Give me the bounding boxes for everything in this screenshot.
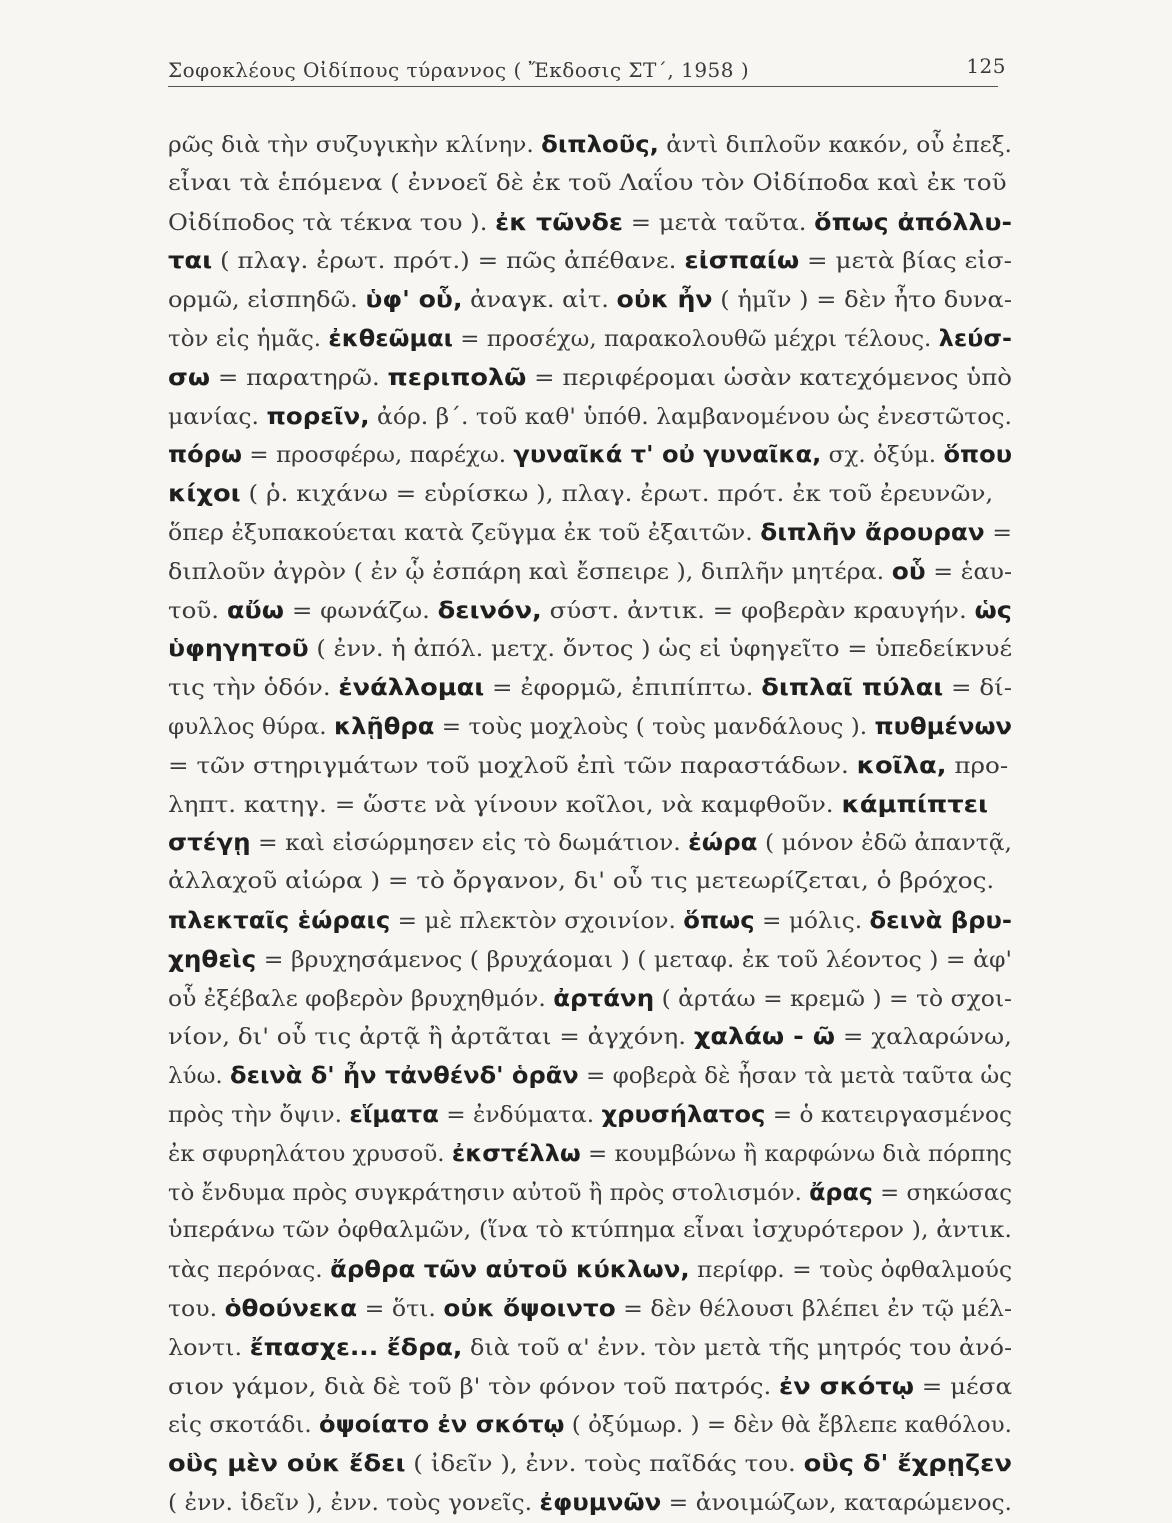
- gloss-text: ρῶς διὰ τὴν συζυγικὴν κλίνην.: [168, 133, 542, 158]
- gloss-text: σιον γάμον, διὰ δὲ τοῦ β' τὸν φόνον τοῦ πατρός.: [168, 1374, 780, 1400]
- gloss-text: = ἀνοιμώζων, καταρώμενος.: [661, 1490, 1012, 1516]
- gloss-text: = φοβερὰ δὲ ἦσαν τὰ μετὰ ταῦτα ὡς: [578, 1064, 1012, 1090]
- headword: ὑφ' οὗ,: [365, 287, 463, 314]
- gloss-text: = μέσα: [914, 1374, 1012, 1400]
- running-title: Σοφοκλέους Οἰδίπους τύραννος ( Ἔκδοσις ΣΤ΄, 1958 ): [168, 58, 750, 82]
- headword: γυναῖκά τ' οὐ γυναῖκα,: [513, 442, 822, 469]
- headword: οὓς μὲν οὐκ ἔδει: [168, 1451, 406, 1478]
- gloss-text: ( ἀρτάω = κρεμῶ ) = τὸ σχοι-: [654, 986, 1012, 1012]
- gloss-text: ( μόνον ἐδῶ ἀπαντᾷ,: [757, 831, 1012, 857]
- gloss-text: = τοὺς μοχλοὺς ( τοὺς μανδάλους ).: [434, 714, 875, 740]
- gloss-text: = μετὰ βίας εἰσ-: [799, 249, 1012, 275]
- headword: ἐκθεῶμαι: [328, 325, 453, 352]
- headword: ἐν σκότῳ: [779, 1373, 915, 1400]
- gloss-text: ἀντὶ διπλοῦν κακόν, οὗ ἐπεξ.: [658, 133, 1012, 158]
- gloss-text: ( ἰδεῖν ), ἐνν. τοὺς παῖδάς του.: [405, 1452, 804, 1478]
- headword: ἐκστέλλω: [451, 1140, 581, 1167]
- gloss-text: σύστ. ἀντικ. = φοβερὰν κραυγήν.: [541, 598, 975, 624]
- gloss-text: ὑπεράνω τῶν ὀφθαλμῶν, (ἵνα τὸ κτύπημα εἶναι ἰσχυρότερον ), ἀντικ.: [168, 1218, 1012, 1244]
- headword: χρυσήλατος: [601, 1101, 766, 1128]
- text-line: [168, 204, 1012, 243]
- text-line: [168, 1445, 1012, 1484]
- headword: κοῖλα,: [856, 752, 947, 779]
- text-line: [168, 1329, 1012, 1368]
- gloss-text: ( ὀξύμωρ. ) = δὲν θὰ ἔβλεπε καθόλου.: [564, 1413, 1012, 1439]
- gloss-text: ( ἐνν. ἡ ἀπόλ. μετχ. ὄντος ) ὡς εἰ ὑφηγεῖτο = ὑπεδείκνυέ: [308, 637, 1012, 663]
- text-line: [168, 475, 1012, 514]
- gloss-text: = ἐνδύματα.: [438, 1102, 602, 1128]
- gloss-text: = προσφέρω, παρέχω.: [241, 443, 514, 469]
- gloss-text: = προσέχω, παρακολουθῶ μέχρι τέλους.: [452, 326, 939, 352]
- text-line: [168, 320, 1012, 359]
- headword: οὐκ ὄψοιντο: [443, 1295, 616, 1322]
- text-line: [168, 1018, 1012, 1057]
- gloss-text: ορμῶ, εἰσπηδῶ.: [168, 288, 366, 314]
- text-line: [168, 1368, 1012, 1407]
- text-line: [168, 1174, 1012, 1213]
- gloss-text: = δὲν θέλουσι βλέπει ἐν τῷ μέλ-: [615, 1296, 1012, 1322]
- gloss-text: = ἐφορμῶ, ἐπιπίπτω.: [484, 676, 762, 702]
- headword: ἄρας: [809, 1179, 873, 1206]
- gloss-text: εἶναι τὰ ἑπόμενα ( ἐννοεῖ δὲ ἐκ τοῦ Λαΐου τὸν Οἰδίποδα καὶ ἐκ τοῦ: [168, 170, 1007, 196]
- text-line: [168, 281, 1012, 320]
- headword: ἄρθρα τῶν αὐτοῦ κύκλων,: [330, 1257, 690, 1284]
- gloss-text: Οἰδίποδος τὰ τέκνα του ).: [168, 210, 496, 236]
- text-line: [168, 592, 1012, 631]
- text-line: [168, 669, 1012, 708]
- gloss-text: = δί-: [943, 676, 1012, 702]
- text-line: [168, 126, 1012, 165]
- gloss-text: εἰς σκοτάδι.: [168, 1413, 320, 1439]
- headword: ἀρτάνη: [553, 985, 655, 1012]
- gloss-text: λύω.: [168, 1064, 231, 1090]
- text-line: [168, 1212, 1012, 1251]
- text-line: [168, 1057, 1012, 1096]
- gloss-text: ἀλλαχοῦ αἰώρα ) = τὸ ὄργανον, δι' οὗ τις μετεωρίζεται, ὁ βρόχος.: [168, 869, 995, 895]
- gloss-text: πρὸς τὴν ὄψιν.: [168, 1102, 350, 1128]
- text-line: [168, 630, 1012, 669]
- gloss-text: ( πλαγ. ἐρωτ. πρότ.) = πῶς ἀπέθανε.: [212, 249, 685, 275]
- text-line: [168, 514, 1012, 553]
- gloss-text: νίον, δι' οὗ τις ἀρτᾷ ἢ ἀρτᾶται = ἀγχόνη.: [168, 1025, 694, 1051]
- gloss-text: λοντι.: [168, 1335, 250, 1361]
- headword: πλεκταῖς ἑώραις: [168, 907, 391, 934]
- running-header: [168, 50, 1010, 84]
- gloss-text: διὰ τοῦ α' ἐνν. τὸν μετὰ τῆς μητρός του ἀνό-: [462, 1335, 1012, 1361]
- text-line: [168, 359, 1012, 398]
- gloss-text: = μὲ πλεκτὸν σχοινίον.: [390, 908, 684, 934]
- headword: πορεῖν,: [266, 403, 370, 430]
- text-line: [168, 786, 1012, 825]
- gloss-text: ( ἡμῖν ) = δὲν ἦτο δυνα-: [712, 288, 1012, 314]
- headword: ὅπου: [943, 442, 1012, 469]
- gloss-text: = βρυχησάμενος ( βρυχάομαι ) ( μεταφ. ἐκ τοῦ λέοντος ) = ἀφ': [256, 947, 1012, 973]
- gloss-text: μανίας.: [168, 404, 267, 430]
- headword: εἵματα: [349, 1101, 439, 1128]
- gloss-text: διπλοῦν ἀγρὸν ( ἐν ᾧ ἐσπάρη καὶ ἔσπειρε ), διπλῆν μητέρα.: [168, 559, 892, 585]
- gloss-text: =: [984, 520, 1012, 546]
- gloss-text: τοῦ.: [168, 598, 227, 624]
- gloss-text: = ἑαυ-: [925, 559, 1012, 585]
- headword: δεινὰ δ' ἦν τἀνθένδ' ὁρᾶν: [230, 1063, 579, 1090]
- headword: σω: [168, 364, 211, 391]
- headword: λεύσ-: [938, 325, 1012, 352]
- text-line: [168, 941, 1012, 980]
- commentary-text: [168, 126, 1012, 1523]
- headword: εἰσπαίω: [684, 248, 800, 275]
- headword: ὁθούνεκα: [224, 1295, 358, 1322]
- text-line: [168, 747, 1012, 786]
- headword: διπλαῖ πύλαι: [761, 675, 944, 702]
- text-line: [168, 1135, 1012, 1174]
- gloss-text: φυλλος θύρα.: [168, 714, 334, 740]
- headword: ται: [168, 248, 213, 275]
- gloss-text: σχ. ὀξύμ.: [821, 443, 944, 469]
- gloss-text: = μετὰ ταῦτα.: [622, 210, 815, 236]
- gloss-text: = περιφέρομαι ὡσὰν κατεχόμενος ὑπὸ: [526, 365, 1012, 391]
- text-line: [168, 1406, 1012, 1445]
- headword: πυθμένων: [874, 713, 1012, 740]
- gloss-text: ( ῥ. κιχάνω = εὑρίσκω ), πλαγ. ἐρωτ. πρότ. ἐκ τοῦ ἐρευνῶν,: [240, 482, 994, 508]
- headword: πόρω: [168, 442, 242, 469]
- gloss-text: = ὅτι.: [357, 1296, 444, 1322]
- gloss-text: = καὶ εἰσώρμησεν εἰς τὸ δωμάτιον.: [250, 831, 689, 857]
- gloss-text: προ-: [946, 753, 1009, 779]
- headword: ὑφηγητοῦ: [168, 636, 309, 663]
- headword: χαλάω - ῶ: [693, 1024, 836, 1051]
- headword: οὐκ ἦν: [616, 287, 713, 314]
- headword: κλῇθρα: [333, 713, 435, 740]
- gloss-text: = σηκώσας: [872, 1180, 1012, 1206]
- headword: χηθεὶς: [168, 946, 257, 973]
- headword: ἐφυμνῶν: [539, 1489, 662, 1516]
- gloss-text: = χαλαρώνω,: [835, 1025, 1012, 1051]
- gloss-text: ἀόρ. β΄. τοῦ καθ' ὑπόθ. λαμβανομένου ὡς ἐνεστῶτος.: [369, 404, 1012, 430]
- gloss-text: = κουμβώνω ἢ καρφώνω διὰ πόρπης: [580, 1141, 1012, 1167]
- page-number: 125: [966, 54, 1006, 78]
- text-line: [168, 708, 1012, 747]
- text-line: [168, 824, 1012, 863]
- headword: διπλοῦς,: [541, 132, 659, 158]
- gloss-text: = τῶν στηριγμάτων τοῦ μοχλοῦ ἐπὶ τῶν παραστάδων.: [168, 753, 857, 779]
- text-line: [168, 398, 1012, 437]
- gloss-text: τὸ ἔνδυμα πρὸς συγκράτησιν αὐτοῦ ἢ πρὸς στολισμόν.: [168, 1180, 810, 1206]
- text-line: [168, 1484, 1012, 1523]
- gloss-text: ἀναγκ. αἰτ.: [462, 288, 617, 314]
- headword: ὅπως: [683, 907, 755, 934]
- gloss-text: ἐκ σφυρηλάτου χρυσοῦ.: [168, 1141, 452, 1167]
- gloss-text: = παρατηρῶ.: [210, 365, 388, 391]
- headword: δεινὰ βρυ-: [869, 907, 1012, 934]
- gloss-text: ( ἐνν. ἰδεῖν ), ἐνν. τοὺς γονεῖς.: [168, 1490, 540, 1516]
- headword: στέγῃ: [168, 830, 251, 857]
- gloss-text: ὅπερ ἐξυπακούεται κατὰ ζεῦγμα ἐκ τοῦ ἐξαιτῶν.: [168, 520, 761, 546]
- text-line: [168, 553, 1012, 592]
- headword: περιπολῶ: [387, 364, 527, 391]
- gloss-text: τις τὴν ὁδόν.: [168, 676, 339, 702]
- headword: ἐώρα: [688, 830, 758, 857]
- text-line: [168, 1096, 1012, 1135]
- headword: ὅπως ἀπόλλυ-: [814, 209, 1012, 236]
- text-line: [168, 863, 1012, 902]
- gloss-text: τὰς περόνας.: [168, 1258, 331, 1284]
- headword: ἐκ τῶνδε: [495, 209, 623, 236]
- headword: ὡς: [974, 597, 1012, 624]
- text-line: [168, 165, 1012, 204]
- headword: κίχοι: [168, 481, 241, 508]
- gloss-text: = φωνάζω.: [284, 598, 438, 624]
- gloss-text: οὗ ἐξέβαλε φοβερὸν βρυχηθμόν.: [168, 986, 554, 1012]
- text-line: [168, 436, 1012, 475]
- gloss-text: περίφρ. = τοὺς ὀφθαλμούς: [689, 1258, 1012, 1284]
- headword: οὗ: [891, 558, 926, 585]
- gloss-text: του.: [168, 1296, 225, 1322]
- gloss-text: = μόλις.: [754, 908, 870, 934]
- headword: δεινόν,: [437, 597, 542, 624]
- gloss-text: ληπτ. κατηγ. = ὥστε νὰ γίνουν κοῖλοι, νὰ καμφθοῦν.: [168, 792, 842, 818]
- headword: κάμπίπτει: [841, 791, 989, 818]
- headword: οὓς δ' ἔχρῃζεν: [803, 1451, 1012, 1478]
- text-line: [168, 1251, 1012, 1290]
- headword: ἔπασχε... ἔδρα,: [249, 1334, 463, 1361]
- text-line: [168, 242, 1012, 281]
- header-rule: [168, 86, 998, 87]
- text-line: [168, 1290, 1012, 1329]
- gloss-text: τὸν εἰς ἡμᾶς.: [168, 326, 329, 352]
- headword: ἐνάλλομαι: [338, 675, 485, 702]
- headword: ὀψοίατο ἐν σκότῳ: [319, 1412, 565, 1439]
- headword: αὔω: [226, 597, 285, 624]
- text-line: [168, 980, 1012, 1019]
- gloss-text: = ὁ κατειργασμένος: [765, 1102, 1012, 1128]
- text-line: [168, 902, 1012, 941]
- headword: διπλῆν ἄρουραν: [760, 519, 985, 546]
